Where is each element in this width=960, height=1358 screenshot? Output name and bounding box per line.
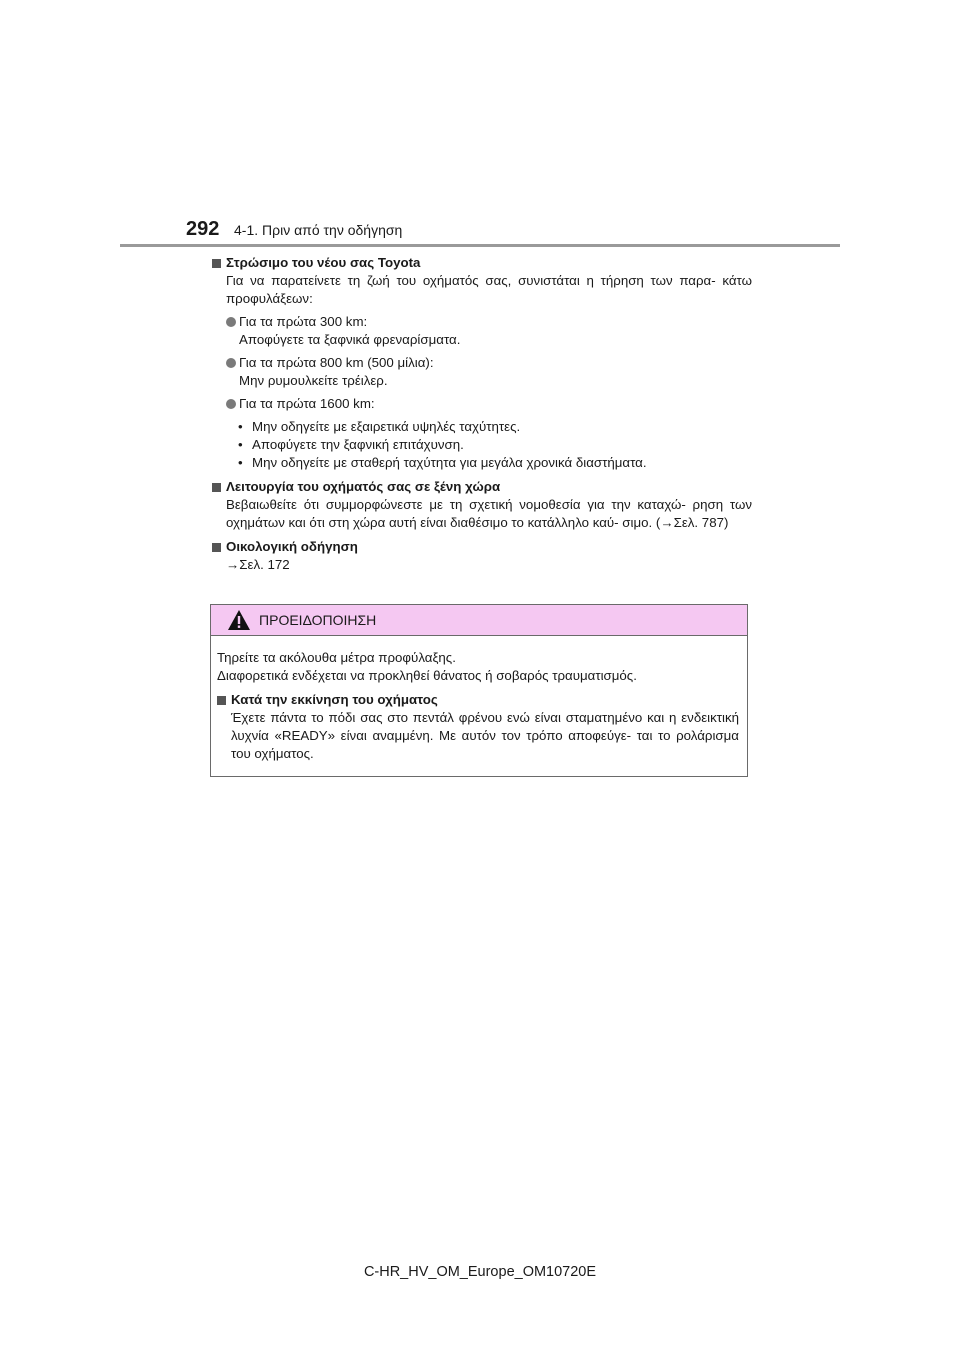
round-bullet-icon: [226, 358, 236, 368]
warning-header: [211, 605, 747, 636]
sub-list: [238, 418, 752, 472]
sub-list-text: Μην οδηγείτε με σταθερή ταχύτητα για μεγάλα χρονικά διαστήματα.: [252, 455, 647, 470]
list-item-text: Μην ρυμουλκείτε τρέιλερ.: [239, 373, 388, 388]
sub-bullet: •: [238, 455, 243, 470]
eco-heading: [212, 538, 752, 556]
square-bullet-icon: [212, 483, 221, 492]
foreign-heading: [212, 478, 752, 496]
sub-bullet: •: [238, 437, 243, 452]
sub-list-item: [238, 418, 752, 436]
page-header: [186, 218, 402, 241]
warning-title: ΠΡΟΕΙΔΟΠΟΙΗΣΗ: [259, 612, 377, 628]
sub-list-text: Μην οδηγείτε με εξαιρετικά υψηλές ταχύτητες.: [252, 419, 521, 434]
breakin-heading: [212, 254, 752, 272]
document-code: C-HR_HV_OM_Europe_OM10720E: [363, 1264, 597, 1280]
list-item-title: Για τα πρώτα 1600 km:: [239, 396, 375, 411]
list-item-title: Για τα πρώτα 800 km (500 μίλια):: [239, 355, 434, 370]
list-item-title: Για τα πρώτα 300 km:: [239, 314, 368, 329]
warning-body: [211, 636, 747, 763]
round-bullet-icon: [226, 399, 236, 409]
warning-triangle-icon: [227, 609, 251, 631]
main-content: [212, 254, 752, 574]
warning-text: Έχετε πάντα το πόδι σας στο πεντάλ φρένου ενώ είναι σταματημένο και η ενδεικτική λυχνία «READY» είναι αναμμένη. Με αυτόν τον τρόπο αποφεύγε- ται το ρολάρισμα του οχήματος.: [231, 710, 739, 761]
breakin-intro: Για να παρατείνετε τη ζωή του οχήματός σας, συνιστάται η τήρηση των παρα- κάτω προφυλάξεων:: [226, 273, 752, 306]
square-bullet-icon: [212, 259, 221, 268]
breakin-title: Στρώσιμο του νέου σας Toyota: [226, 255, 421, 270]
foreign-title: Λειτουργία του οχήματός σας σε ξένη χώρα: [226, 479, 501, 494]
eco-title: Οικολογική οδήγηση: [226, 539, 358, 554]
square-bullet-icon: [217, 696, 226, 705]
sub-list-text: Αποφύγετε την ξαφνική επιτάχυνση.: [252, 437, 464, 452]
warning-line: Διαφορετικά ενδέχεται να προκληθεί θάνατος ή σοβαρός τραυματισμός.: [217, 668, 637, 683]
header-rule: [120, 244, 840, 247]
sub-list-item: [238, 436, 752, 454]
warning-subheading: [217, 691, 739, 709]
page-number: 292: [186, 218, 220, 240]
warning-box: [210, 604, 748, 777]
list-item: [226, 313, 752, 349]
sub-list-item: [238, 454, 752, 472]
list-item: [226, 354, 752, 390]
round-bullet-icon: [226, 317, 236, 327]
list-item: [226, 395, 752, 413]
eco-page-reference: →Σελ. 172: [226, 557, 290, 572]
square-bullet-icon: [212, 543, 221, 552]
warning-line: Τηρείτε τα ακόλουθα μέτρα προφύλαξης.: [217, 650, 456, 665]
section-title: 4-1. Πριν από την οδήγηση: [234, 222, 403, 238]
list-item-text: Αποφύγετε τα ξαφνικά φρεναρίσματα.: [239, 332, 461, 347]
warning-subtitle: Κατά την εκκίνηση του οχήματος: [231, 692, 438, 707]
foreign-text: Βεβαιωθείτε ότι συμμορφώνεστε με τη σχετική νομοθεσία για την καταχώ- ρηση των οχημάτων και ότι στη χώρα αυτή είναι διαθέσιμο το κατάλληλο καύ- σιμο. (→Σελ. 787): [226, 497, 752, 530]
sub-bullet: •: [238, 419, 243, 434]
